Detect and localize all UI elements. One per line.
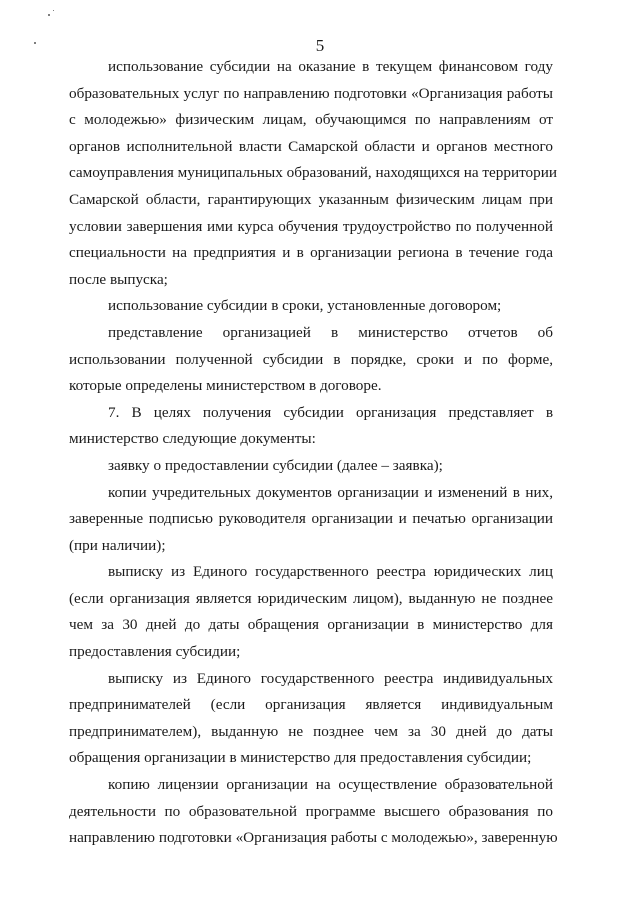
- paragraph-line: условии завершения ими курса обучения трудоустройство по полученной: [69, 217, 553, 235]
- paragraph-line: направлению подготовки «Организация работы с молодежью», заверенную: [69, 829, 558, 847]
- paragraph-line: предпринимателей (если организация является индивидуальным: [69, 696, 553, 714]
- page-number: 5: [315, 36, 325, 55]
- paragraph: [69, 54, 557, 293]
- paragraph: [69, 453, 553, 480]
- paragraph-line: заявку о предоставлении субсидии (далее – заявка);: [108, 456, 443, 474]
- paragraph-line: представление организацией в министерство отчетов об: [108, 323, 553, 341]
- paragraph-line: копии учредительных документов организации и изменений в них,: [108, 483, 553, 501]
- paragraph-line: копию лицензии организации на осуществление образовательной: [108, 776, 553, 794]
- document-body: [69, 54, 558, 852]
- paragraph-line: чем за 30 дней до даты обращения организации в министерство для: [69, 616, 553, 634]
- paragraph-line: после выпуска;: [69, 270, 168, 288]
- paragraph: [69, 480, 553, 560]
- paragraph-line: заверенные подписью руководителя организации и печатью организации: [69, 510, 553, 528]
- paragraph-line: которые определены министерством в договоре.: [69, 377, 382, 395]
- paragraph-line: использование субсидии на оказание в текущем финансовом году: [108, 58, 553, 75]
- paragraph-line: выписку из Единого государственного реестра юридических лиц: [108, 563, 553, 581]
- paragraph-line: деятельности по образовательной программе высшего образования по: [69, 802, 553, 820]
- paragraph: [69, 400, 553, 453]
- paragraph-line: (если организация является юридическим лицом), выданную не позднее: [69, 589, 553, 607]
- paragraph-line: самоуправления муниципальных образований, находящихся на территории: [69, 164, 557, 182]
- paragraph-line: предоставления субсидии;: [69, 643, 241, 661]
- paragraph: [69, 320, 553, 400]
- paragraph-line: 7. В целях получения субсидии организация представляет в: [108, 403, 553, 421]
- paragraph: [69, 293, 553, 320]
- paragraph-line: с молодежью» физическим лицам, обучающимся по направлениям от: [69, 111, 553, 129]
- paragraph-line: специальности на предприятия и в организации региона в течение года: [69, 244, 553, 262]
- paragraph-line: предпринимателем), выданную не позднее чем за 30 дней до даты: [69, 722, 553, 740]
- paragraph-line: обращения организации в министерство для предоставления субсидии;: [69, 749, 532, 767]
- paragraph-line: министерство следующие документы:: [69, 430, 316, 448]
- paragraph-line: органов исполнительной власти Самарской области и органов местного: [69, 137, 553, 155]
- paragraph-line: Самарской области, гарантирующих указанным физическим лицам при: [69, 190, 553, 208]
- paragraph-line: (при наличии);: [69, 536, 166, 554]
- paragraph-line: использование субсидии в сроки, установленные договором;: [108, 297, 502, 315]
- paragraph: [69, 772, 558, 852]
- scan-speck-1: [48, 14, 50, 16]
- paragraph: [69, 666, 553, 772]
- paragraph-line: использовании полученной субсидии в порядке, сроки и по форме,: [69, 350, 553, 368]
- paragraph-line: образовательных услуг по направлению подготовки «Организация работы: [69, 84, 553, 102]
- paragraph-line: выписку из Единого государственного реестра индивидуальных: [108, 669, 553, 687]
- scan-speck-2: [53, 10, 54, 11]
- paragraph: [69, 559, 553, 665]
